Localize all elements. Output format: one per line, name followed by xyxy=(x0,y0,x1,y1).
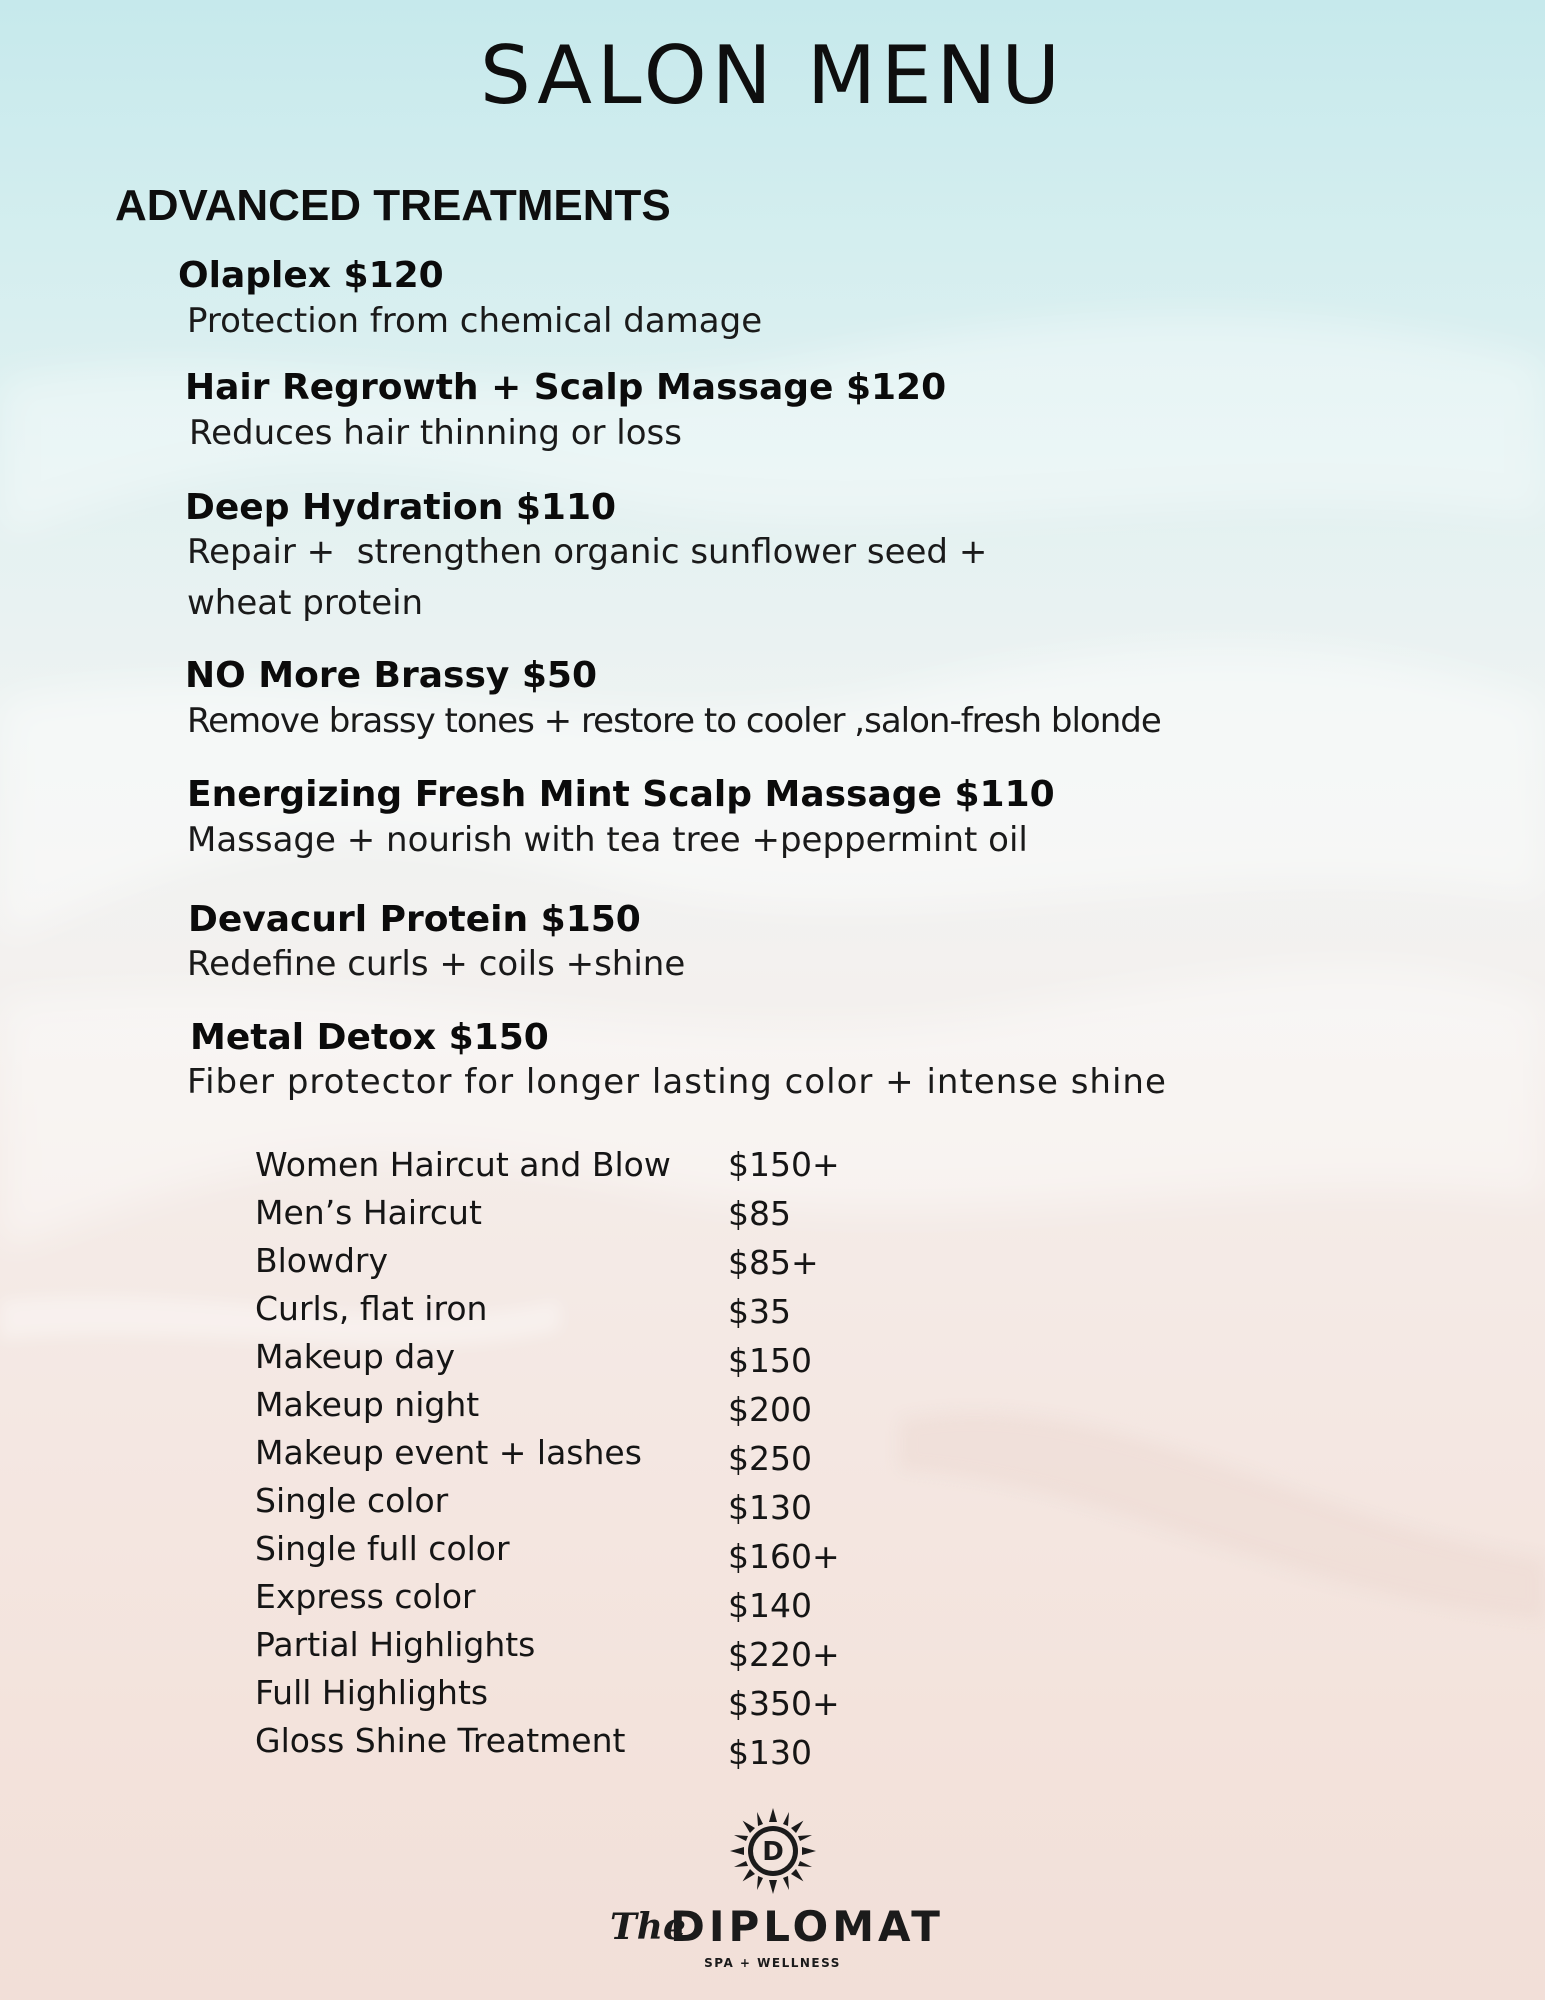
service-price: $85 xyxy=(728,1194,791,1233)
service-price: $220+ xyxy=(728,1635,840,1674)
treatment-description: Repair + strengthen organic sunflower seed + wheat protein xyxy=(187,532,988,623)
treatment-name: Hair Regrowth + Scalp Massage $120 xyxy=(185,367,947,408)
service-name: Express color xyxy=(255,1577,476,1616)
service-price: $150 xyxy=(728,1341,812,1380)
treatment-name: Devacurl Protein $150 xyxy=(188,899,641,940)
service-name: Single full color xyxy=(255,1529,510,1568)
service-name: Makeup night xyxy=(255,1385,480,1424)
treatment-name: Deep Hydration $110 xyxy=(185,487,617,528)
treatment-description: Reduces hair thinning or loss xyxy=(189,413,682,453)
treatment-description: Massage + nourish with tea tree +peppermint oil xyxy=(187,820,1028,860)
treatment-description: Redefine curls + coils +shine xyxy=(187,944,686,984)
service-name: Blowdry xyxy=(255,1241,389,1280)
service-price: $350+ xyxy=(728,1684,840,1723)
service-name: Full Highlights xyxy=(255,1673,489,1712)
service-price: $35 xyxy=(728,1292,791,1331)
emblem-letter: D xyxy=(762,1837,784,1867)
service-price: $140 xyxy=(728,1586,812,1625)
logo-the: The xyxy=(610,1906,686,1948)
logo-tagline: SPA + WELLNESS xyxy=(704,1956,841,1970)
service-price: $150+ xyxy=(728,1145,840,1184)
service-name: Women Haircut and Blow xyxy=(255,1145,671,1184)
service-name: Makeup event + lashes xyxy=(255,1433,642,1472)
diplomat-emblem-icon xyxy=(730,1808,816,1894)
treatment-description: Protection from chemical damage xyxy=(187,301,763,341)
treatment-name: Metal Detox $150 xyxy=(190,1017,549,1058)
service-name: Makeup day xyxy=(255,1337,455,1376)
section-title-advanced-treatments: ADVANCED TREATMENTS xyxy=(115,181,671,230)
service-price: $250 xyxy=(728,1439,812,1478)
treatment-name: Olaplex $120 xyxy=(178,255,444,296)
service-name: Single color xyxy=(255,1481,449,1520)
service-name: Partial Highlights xyxy=(255,1625,536,1664)
treatment-name: NO More Brassy $50 xyxy=(185,655,598,696)
page-title: SALON MENU xyxy=(480,29,1065,122)
logo-name: DIPLOMAT xyxy=(670,1902,944,1951)
service-price: $130 xyxy=(728,1488,812,1527)
service-price: $85+ xyxy=(728,1243,819,1282)
service-name: Curls, flat iron xyxy=(255,1289,488,1328)
treatment-name: Energizing Fresh Mint Scalp Massage $110 xyxy=(187,774,1055,815)
service-price: $160+ xyxy=(728,1537,840,1576)
treatment-description: Remove brassy tones + restore to cooler ,salon-fresh blonde xyxy=(187,701,1161,741)
treatment-description: Fiber protector for longer lasting color + intense shine xyxy=(187,1062,1167,1102)
service-name: Men’s Haircut xyxy=(255,1193,482,1232)
service-price: $130 xyxy=(728,1733,812,1772)
service-price: $200 xyxy=(728,1390,812,1429)
service-name: Gloss Shine Treatment xyxy=(255,1721,626,1760)
